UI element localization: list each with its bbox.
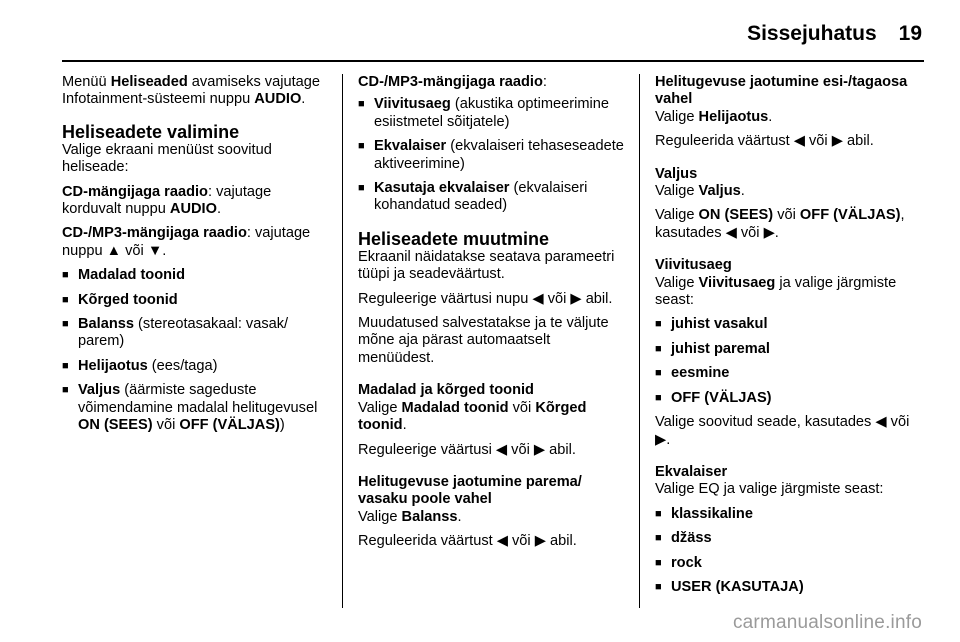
bullet-icon: ■ [655,580,662,593]
list-item: ■ juhist vasakul [655,316,768,333]
list-item: ■ USER (KASUTAJA) [655,578,804,595]
delay-select: Valige Viivitusaeg ja valige järgmiste seast: [655,274,897,309]
list-item: ■ džäss [655,530,712,547]
bullet-icon: ■ [62,269,69,282]
bullet-icon: ■ [655,532,662,545]
column-3 [655,74,925,603]
loudness-adjust: Valige ON (SEES) või OFF (VÄLJAS), kasutades ◀ või ▶. [655,207,905,241]
sound-options-list [62,267,330,434]
list-item: ■ juhist paremal [655,340,770,357]
list-item: ■ Helijaotus (ees/taga) [62,357,218,374]
watermark: carmanualsonline.info [732,612,922,633]
equalizer-options-list [655,506,925,597]
bullet-icon: ■ [358,182,365,195]
fader-select: Valige Helijaotus. [655,108,773,125]
fader-adjust: Reguleerida väärtust ◀ või ▶ abil. [655,133,874,150]
list-item: ■ Viivitusaeg (akustika optimeerimine esiistmetel sõitjatele) [358,96,609,130]
subheading-bass-treble: Madalad ja kõrged toonid [358,382,534,399]
list-item: ■ OFF (VÄLJAS) [655,389,772,406]
intro-paragraph: Menüü Heliseaded avamiseks vajutage Infotainment-süsteemi nuppu AUDIO. [62,74,320,108]
loudness-select: Valige Valjus. [655,183,745,200]
subheading-balance: Helitugevuse jaotumine parema/ vasaku poole vahel [358,473,582,508]
subheading-delay: Viivitusaeg [655,257,732,274]
bullet-icon: ■ [655,391,662,404]
bullet-icon: ■ [655,556,662,569]
heading-select-sound: Heliseadete valimine [62,121,240,142]
select-paragraph: Valige ekraani menüüst soovitud heliseade: [62,141,272,176]
bullet-icon: ■ [655,507,662,520]
bullet-icon: ■ [62,384,69,397]
page-header [747,22,922,46]
list-item: ■ Madalad toonid [62,267,186,284]
bullet-icon: ■ [358,98,365,111]
bass-treble-select: Valige Madalad toonid või Kõrged toonid. [358,399,587,434]
mp3-lead: CD-/MP3-mängijaga raadio: [358,74,547,90]
equalizer-select: Valige EQ ja valige järgmiste seast: [655,481,884,498]
mp3-radio-paragraph: CD-/MP3-mängijaga raadio: vajutage nuppu ▲ või ▼. [62,225,311,259]
list-item: ■ Balanss (stereotasakaal: vasak/ parem) [62,316,289,350]
delay-adjust: Valige soovitud seade, kasutades ◀ või ▶. [655,414,910,448]
section-title: Sissejuhatus [747,22,877,45]
bullet-icon: ■ [655,367,662,380]
bullet-icon: ■ [62,359,69,372]
bullet-icon: ■ [358,140,365,153]
page-number: 19 [898,22,922,45]
column-divider-1 [342,74,343,608]
column-1 [62,74,330,442]
list-item: ■ Valjus (äärmiste sageduste võimendamine madalal helitugevusel ON (SEES) või OFF (VÄLJAS)) [62,382,318,434]
delay-options-list [655,316,925,407]
column-divider-2 [639,74,640,608]
heading-change-settings: Heliseadete muutmine [358,228,550,249]
bullet-icon: ■ [62,318,69,331]
balance-select: Valige Balanss. [358,508,462,525]
subheading-loudness: Valjus [655,165,698,182]
balance-adjust: Reguleerida väärtust ◀ või ▶ abil. [358,533,577,550]
header-rule [62,60,924,62]
column-2 [358,74,628,558]
settings-paragraph-3: Muudatused salvestatakse ja te väljute mõne aja pärast automaatselt menüüdest. [358,315,609,366]
subheading-fader: Helitugevuse jaotumine esi-/tagaosa vahel [655,74,908,108]
settings-paragraph-1: Ekraanil näidatakse seatava parameetri tüüpi ja seadeväärtust. [358,248,615,283]
list-item: ■ eesmine [655,365,730,382]
bass-treble-adjust: Reguleerige väärtusi ◀ või ▶ abil. [358,441,576,458]
bullet-icon: ■ [62,293,69,306]
bullet-icon: ■ [655,342,662,355]
list-item: ■ Kasutaja ekvalaiser (ekvalaiseri kohandatud seaded) [358,180,588,214]
subheading-equalizer: Ekvalaiser [655,463,728,480]
list-item: ■ klassikaline [655,505,753,522]
bullet-icon: ■ [655,318,662,331]
list-item: ■ rock [655,554,702,571]
mp3-options-list [358,96,628,214]
cd-radio-paragraph: CD-mängijaga raadio: vajutage korduvalt nuppu AUDIO. [62,183,272,218]
list-item: ■ Kõrged toonid [62,291,178,308]
settings-paragraph-2: Reguleerige väärtusi nupu ◀ või ▶ abil. [358,290,613,307]
list-item: ■ Ekvalaiser (ekvalaiseri tehaseseadete aktiveerimine) [358,138,624,172]
